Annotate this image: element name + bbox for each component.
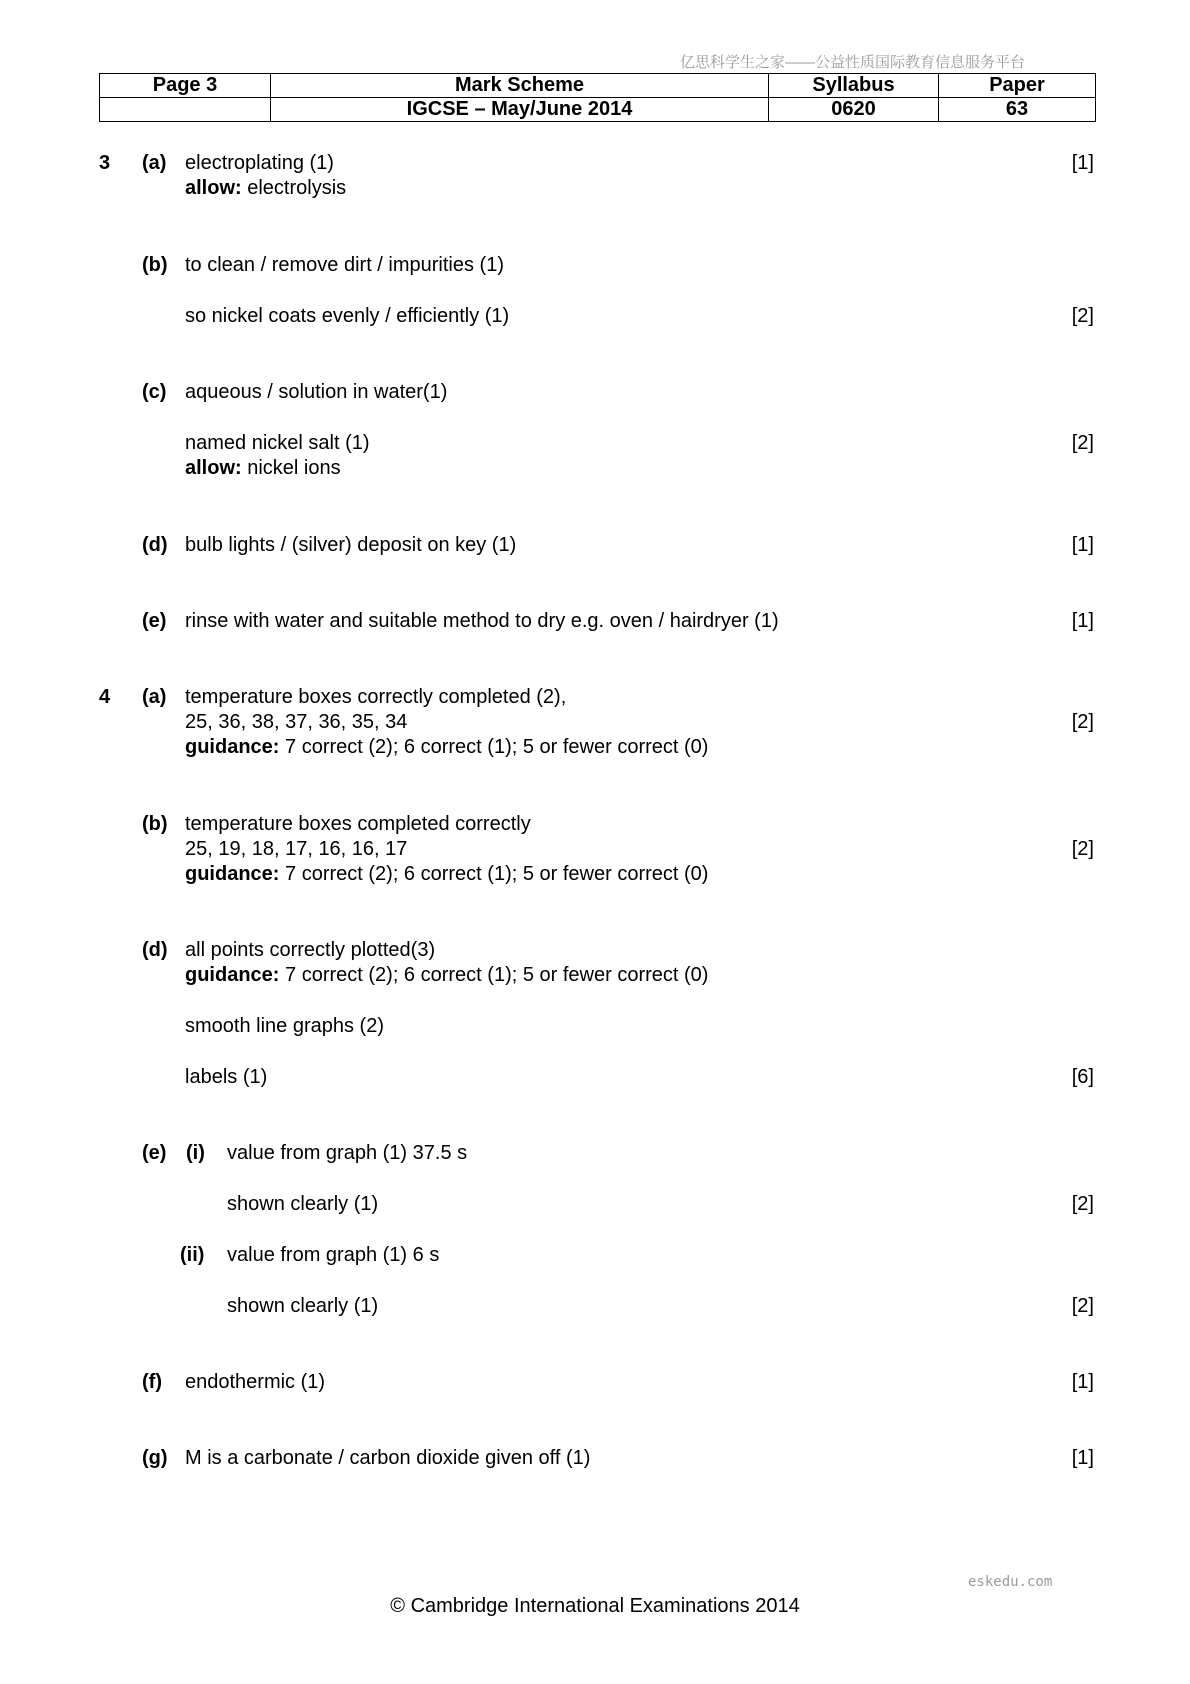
question-3-number: 3 xyxy=(99,152,111,174)
header-mark-scheme: Mark Scheme xyxy=(271,74,769,98)
q3c-marks: [2] xyxy=(1071,432,1094,454)
q4d-line3: smooth line graphs (2) xyxy=(185,1015,384,1037)
q3e-label: (e) xyxy=(142,610,167,632)
guidance-text: 7 correct (2); 6 correct (1); 5 or fewer correct (0) xyxy=(279,736,709,758)
q4d-marks: [6] xyxy=(1071,1066,1094,1088)
q4d-line1: all points correctly plotted(3) xyxy=(185,939,436,961)
q3e-line1: rinse with water and suitable method to dry e.g. oven / hairdryer (1) xyxy=(185,610,779,632)
header-page: Page 3 xyxy=(100,74,271,98)
q4a-label: (a) xyxy=(142,686,167,708)
guidance-label: guidance: xyxy=(185,863,280,885)
q3a-line1: electroplating (1) xyxy=(185,152,334,174)
q4f-marks: [1] xyxy=(1071,1371,1094,1393)
q3d-line1: bulb lights / (silver) deposit on key (1) xyxy=(185,534,517,556)
q4a-guidance xyxy=(185,735,708,759)
q3b-label: (b) xyxy=(142,254,168,276)
q4b-line1: temperature boxes completed correctly xyxy=(185,813,531,835)
q4a-marks: [2] xyxy=(1071,711,1094,733)
q4b-label: (b) xyxy=(142,813,168,835)
q4e-label: (e) xyxy=(142,1142,167,1164)
q4e-ii-line1: value from graph (1) 6 s xyxy=(227,1244,440,1266)
header-syllabus: 0620 xyxy=(769,98,939,122)
q3c-line1: aqueous / solution in water(1) xyxy=(185,381,448,403)
allow-label: allow: xyxy=(185,177,242,199)
guidance-label: guidance: xyxy=(185,964,280,986)
q4g-marks: [1] xyxy=(1071,1447,1094,1469)
q4f-label: (f) xyxy=(142,1371,162,1393)
watermark-bottom: eskedu.com xyxy=(968,1574,1053,1590)
guidance-text: 7 correct (2); 6 correct (1); 5 or fewer correct (0) xyxy=(279,863,709,885)
q4d-guidance xyxy=(185,963,708,987)
allow-label: allow: xyxy=(185,457,242,479)
q3a-label: (a) xyxy=(142,152,167,174)
q4g-label: (g) xyxy=(142,1447,168,1469)
q3c-line2: named nickel salt (1) xyxy=(185,432,370,454)
q4d-line4: labels (1) xyxy=(185,1066,268,1088)
q4e-i-marks: [2] xyxy=(1071,1193,1094,1215)
q4b-marks: [2] xyxy=(1071,838,1094,860)
q3b-line2: so nickel coats evenly / efficiently (1) xyxy=(185,305,510,327)
header-paper: 63 xyxy=(939,98,1096,122)
watermark-top: 亿思科学生之家——公益性质国际教育信息服务平台 xyxy=(680,54,1026,71)
q3c-label: (c) xyxy=(142,381,167,403)
q3a-allow xyxy=(185,176,346,200)
header-empty-cell xyxy=(100,98,271,122)
q4b-guidance xyxy=(185,862,708,886)
q4e-ii-line2: shown clearly (1) xyxy=(227,1295,379,1317)
q3b-line1: to clean / remove dirt / impurities (1) xyxy=(185,254,504,276)
q4e-ii-label: (ii) xyxy=(180,1244,205,1266)
guidance-label: guidance: xyxy=(185,736,280,758)
header-table xyxy=(99,73,1096,122)
q3c-allow xyxy=(185,456,341,480)
guidance-text: 7 correct (2); 6 correct (1); 5 or fewer correct (0) xyxy=(279,964,709,986)
allow-text: nickel ions xyxy=(241,457,341,479)
q4a-line2: 25, 36, 38, 37, 36, 35, 34 xyxy=(185,711,408,733)
footer-copyright: © Cambridge International Examinations 2014 xyxy=(390,1595,800,1617)
question-4-number: 4 xyxy=(99,686,111,708)
allow-text: electrolysis xyxy=(241,177,347,199)
q4e-ii-marks: [2] xyxy=(1071,1295,1094,1317)
q3d-marks: [1] xyxy=(1071,534,1094,556)
q4a-line1: temperature boxes correctly completed (2), xyxy=(185,686,567,708)
header-syllabus-label: Syllabus xyxy=(769,74,939,98)
q4b-line2: 25, 19, 18, 17, 16, 16, 17 xyxy=(185,838,408,860)
q4e-i-label: (i) xyxy=(186,1142,205,1164)
q4e-i-line2: shown clearly (1) xyxy=(227,1193,379,1215)
q3b-marks: [2] xyxy=(1071,305,1094,327)
header-exam: IGCSE – May/June 2014 xyxy=(271,98,769,122)
q4d-label: (d) xyxy=(142,939,168,961)
q3e-marks: [1] xyxy=(1071,610,1094,632)
q4e-i-line1: value from graph (1) 37.5 s xyxy=(227,1142,468,1164)
q4g-line1: M is a carbonate / carbon dioxide given off (1) xyxy=(185,1447,591,1469)
q3a-marks: [1] xyxy=(1071,152,1094,174)
header-paper-label: Paper xyxy=(939,74,1096,98)
q3d-label: (d) xyxy=(142,534,168,556)
q4f-line1: endothermic (1) xyxy=(185,1371,326,1393)
